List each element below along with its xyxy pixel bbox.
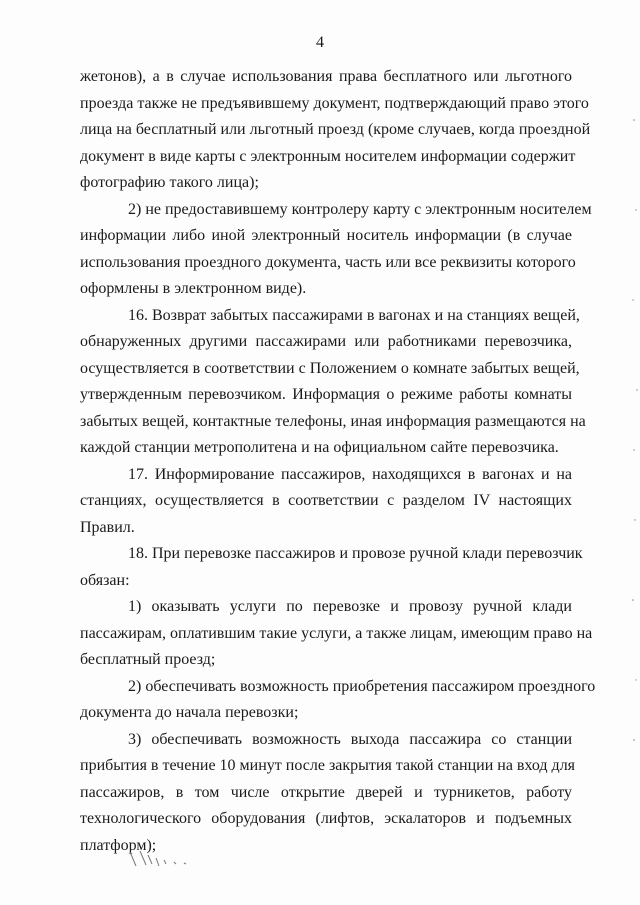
text-line: 18. При перевозке пассажиров и провозе ручной клади перевозчик (128, 545, 583, 562)
page-number: 4 (316, 34, 324, 51)
scan-edge-specks (628, 0, 640, 905)
text-line: документ в виде карты с электронным носителем информации содержит (80, 147, 576, 165)
text-line: прибытия в течение 10 минут после закрытия такой станции на вход для (80, 757, 576, 774)
text-line: утвержденным перевозчиком. Информация о режиме работы комнаты (80, 386, 572, 403)
text-line: документа до начала перевозки; (80, 704, 299, 721)
handwritten-mark (126, 846, 196, 876)
text-line: осуществляется в соответствии с Положением о комнате забытых вещей, (80, 359, 580, 377)
text-line: информации либо иной электронный носитель информации (в случае (80, 227, 572, 244)
text-line: 16. Возврат забытых пассажирами в вагонах и на станциях вещей, (128, 306, 580, 324)
text-line: станциях, осуществляется в соответствии с разделом IV настоящих (80, 492, 572, 509)
text-line: 17. Информирование пассажиров, находящихся в вагонах и на (128, 465, 572, 483)
text-line: 2) не предоставившему контролеру карту с электронным носителем (128, 200, 592, 218)
text-line: обнаруженных другими пассажирами или работниками перевозчика, (80, 333, 572, 350)
text-line: оформлены в электронном виде). (80, 280, 307, 297)
text-line: 3) обеспечивать возможность выхода пассажира со станции (128, 730, 572, 748)
text-line: каждой станции метрополитена и на официальном сайте перевозчика. (80, 439, 559, 456)
text-line: 2) обеспечивать возможность приобретения пассажиром проездного (128, 677, 596, 695)
text-line: 1) оказывать услуги по перевозке и провозу ручной клади (128, 598, 572, 615)
text-line: забытых вещей, контактные телефоны, иная информация размещаются на (80, 412, 586, 430)
text-line: Правил. (80, 518, 135, 536)
document-body (80, 64, 596, 859)
text-line: обязан: (80, 571, 130, 589)
text-line: использования проездного документа, часть или все реквизиты которого (80, 253, 576, 271)
text-line: пассажиров, в том числе открытие дверей и турникетов, работу (80, 783, 572, 801)
text-line: платформ); (80, 836, 157, 854)
text-line: бесплатный проезд; (80, 651, 216, 668)
text-line: технологического оборудования (лифтов, эскалаторов и подъемных (80, 810, 572, 827)
text-line: фотографию такого лица); (80, 174, 259, 191)
text-line: жетонов), а в случае использования права бесплатного или льготного (80, 68, 572, 85)
text-line: проезда также не предъявившему документ, подтверждающий право этого (80, 94, 589, 112)
text-line: пассажирам, оплатившим такие услуги, а также лицам, имеющим право на (80, 624, 593, 642)
text-line: лица на бесплатный или льготный проезд (кроме случаев, когда проездной (80, 121, 591, 138)
